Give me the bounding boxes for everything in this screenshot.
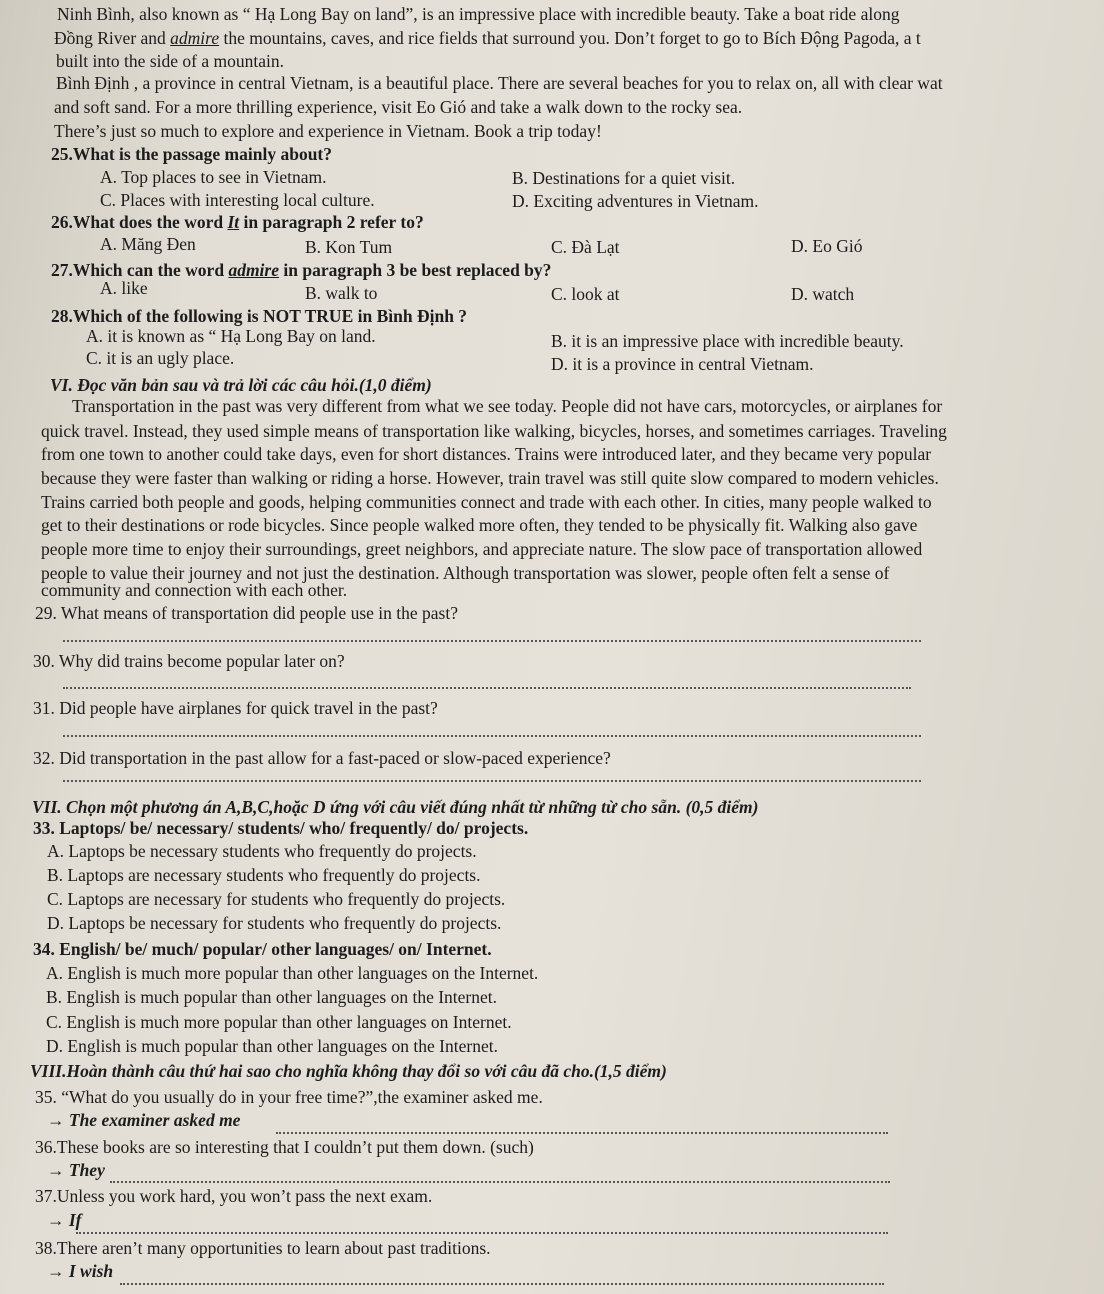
question-36-lead: → They (47, 1160, 105, 1180)
question-26-stem: 26.What does the word It in paragraph 2 refer to? (51, 212, 424, 232)
question-37-lead: → If (47, 1210, 82, 1230)
passage-line: Bình Định , a province in central Vietnam, is a beautiful place. There are several beaches for you to relax on, all with clear wat (56, 73, 943, 93)
question-33-stem: 33. Laptops/ be/ necessary/ students/ who/ frequently/ do/ projects. (33, 818, 529, 838)
question-38-stem: 38.There aren’t many opportunities to learn about past traditions. (35, 1238, 491, 1258)
answer-line[interactable] (63, 735, 921, 737)
q27-option-a: A. like (100, 278, 148, 298)
reading-line: from one town to another could take days, even for short distances. Trains were introduced later, and they became very popular (41, 444, 932, 464)
q26-option-b: B. Kon Tum (305, 237, 393, 257)
passage-line: Ninh Bình, also known as “ Hạ Long Bay on land”, is an impressive place with incredible beauty. Take a boat ride along (57, 4, 900, 24)
reading-line: get to their destinations or rode bicycles. Since people walked more often, they tended to be physically fit. Walking also gave (41, 515, 918, 535)
q27-option-c: C. look at (551, 284, 620, 304)
q25-option-c: C. Places with interesting local culture. (100, 190, 375, 210)
reading-line: Transportation in the past was very different from what we see today. People did not have cars, motorcycles, or airplanes for (72, 396, 943, 416)
q28-option-a: A. it is known as “ Hạ Long Bay on land. (86, 326, 376, 346)
reading-line: quick travel. Instead, they used simple means of transportation like walking, bicycles, horses, and sometimes carriages. Traveling (41, 421, 947, 441)
question-35-lead: → The examiner asked me (47, 1110, 241, 1130)
q33-option-c: C. Laptops are necessary for students who frequently do projects. (47, 889, 506, 909)
question-38-lead: → I wish (47, 1261, 114, 1281)
answer-line[interactable] (76, 1232, 888, 1234)
passage-line: built into the side of a mountain. (56, 51, 284, 71)
question-25-stem: 25.What is the passage mainly about? (51, 144, 333, 164)
q34-option-c: C. English is much more popular than other languages on Internet. (46, 1012, 512, 1032)
q34-option-a: A. English is much more popular than other languages on the Internet. (46, 963, 539, 983)
section-8-heading: VIII.Hoàn thành câu thứ hai sao cho nghĩa không thay đổi so với câu đã cho.(1,5 điểm) (30, 1061, 667, 1081)
passage-line: and soft sand. For a more thrilling experience, visit Eo Gió and take a walk down to the rocky sea. (54, 97, 743, 117)
question-36-stem: 36.These books are so interesting that I couldn’t put them down. (such) (35, 1137, 534, 1157)
reading-line: people more time to enjoy their surroundings, greet neighbors, and appreciate nature. The slow pace of transportation allowed (41, 539, 923, 559)
passage-line (54, 28, 921, 48)
q28-option-b: B. it is an impressive place with incredible beauty. (551, 331, 904, 351)
answer-line[interactable] (63, 780, 921, 782)
question-29: 29. What means of transportation did people use in the past? (35, 603, 458, 623)
answer-line[interactable] (63, 687, 911, 689)
question-28-stem: 28.Which of the following is NOT TRUE in Bình Định ? (51, 306, 468, 326)
q27-option-b: B. walk to (305, 283, 378, 303)
question-34-stem: 34. English/ be/ much/ popular/ other languages/ on/ Internet. (33, 939, 492, 959)
q28-option-d: D. it is a province in central Vietnam. (551, 354, 814, 374)
q33-option-d: D. Laptops be necessary for students who frequently do projects. (47, 913, 502, 933)
reading-line: because they were faster than walking or riding a horse. However, train travel was still quite slow compared to modern vehicles. (41, 468, 939, 488)
q34-option-b: B. English is much popular than other languages on the Internet. (46, 987, 498, 1007)
passage-line: There’s just so much to explore and experience in Vietnam. Book a trip today! (54, 121, 602, 141)
answer-line[interactable] (63, 640, 921, 642)
q34-option-d: D. English is much popular than other languages on the Internet. (46, 1036, 498, 1056)
reading-line: community and connection with each other. (41, 580, 348, 600)
q25-option-d: D. Exciting adventures in Vietnam. (512, 191, 759, 211)
answer-line[interactable] (110, 1181, 890, 1183)
question-35-stem: 35. “What do you usually do in your free time?”,the examiner asked me. (35, 1087, 543, 1107)
q25-option-b: B. Destinations for a quiet visit. (512, 168, 736, 188)
q33-option-a: A. Laptops be necessary students who frequently do projects. (47, 841, 477, 861)
q26-option-a: A. Măng Đen (100, 234, 196, 254)
answer-line[interactable] (120, 1283, 884, 1285)
passage-line-text: Đồng River and admire the mountains, caves, and rice fields that surround you. Don’t forget to go to Bích Động Pagoda, a t (54, 28, 921, 48)
q25-option-a: A. Top places to see in Vietnam. (100, 167, 327, 187)
question-30: 30. Why did trains become popular later on? (33, 651, 345, 671)
answer-line[interactable] (276, 1132, 888, 1134)
reading-line: people to value their journey and not just the destination. Although transportation was slower, people often felt a sense of (41, 563, 890, 583)
question-37-stem: 37.Unless you work hard, you won’t pass the next exam. (35, 1186, 433, 1206)
section-6-heading: VI. Đọc văn bản sau và trả lời các câu hỏi.(1,0 điểm) (50, 375, 432, 395)
reading-line: Trains carried both people and goods, helping communities connect and trade with each other. In cities, many people walked to (41, 492, 932, 512)
q27-option-d: D. watch (791, 284, 855, 304)
underlined-word: admire (170, 28, 220, 48)
q28-option-c: C. it is an ugly place. (86, 348, 235, 368)
q26-option-d: D. Eo Gió (791, 236, 863, 256)
section-7-heading: VII. Chọn một phương án A,B,C,hoặc D ứng với câu viết đúng nhất từ những từ cho sẵn. (0,5 điểm) (32, 797, 759, 817)
question-27-stem: 27.Which can the word admire in paragraph 3 be best replaced by? (51, 260, 552, 280)
question-32: 32. Did transportation in the past allow for a fast-paced or slow-paced experience? (33, 748, 611, 768)
q26-option-c: C. Đà Lạt (551, 237, 620, 257)
question-31: 31. Did people have airplanes for quick travel in the past? (33, 698, 438, 718)
q33-option-b: B. Laptops are necessary students who frequently do projects. (47, 865, 481, 885)
